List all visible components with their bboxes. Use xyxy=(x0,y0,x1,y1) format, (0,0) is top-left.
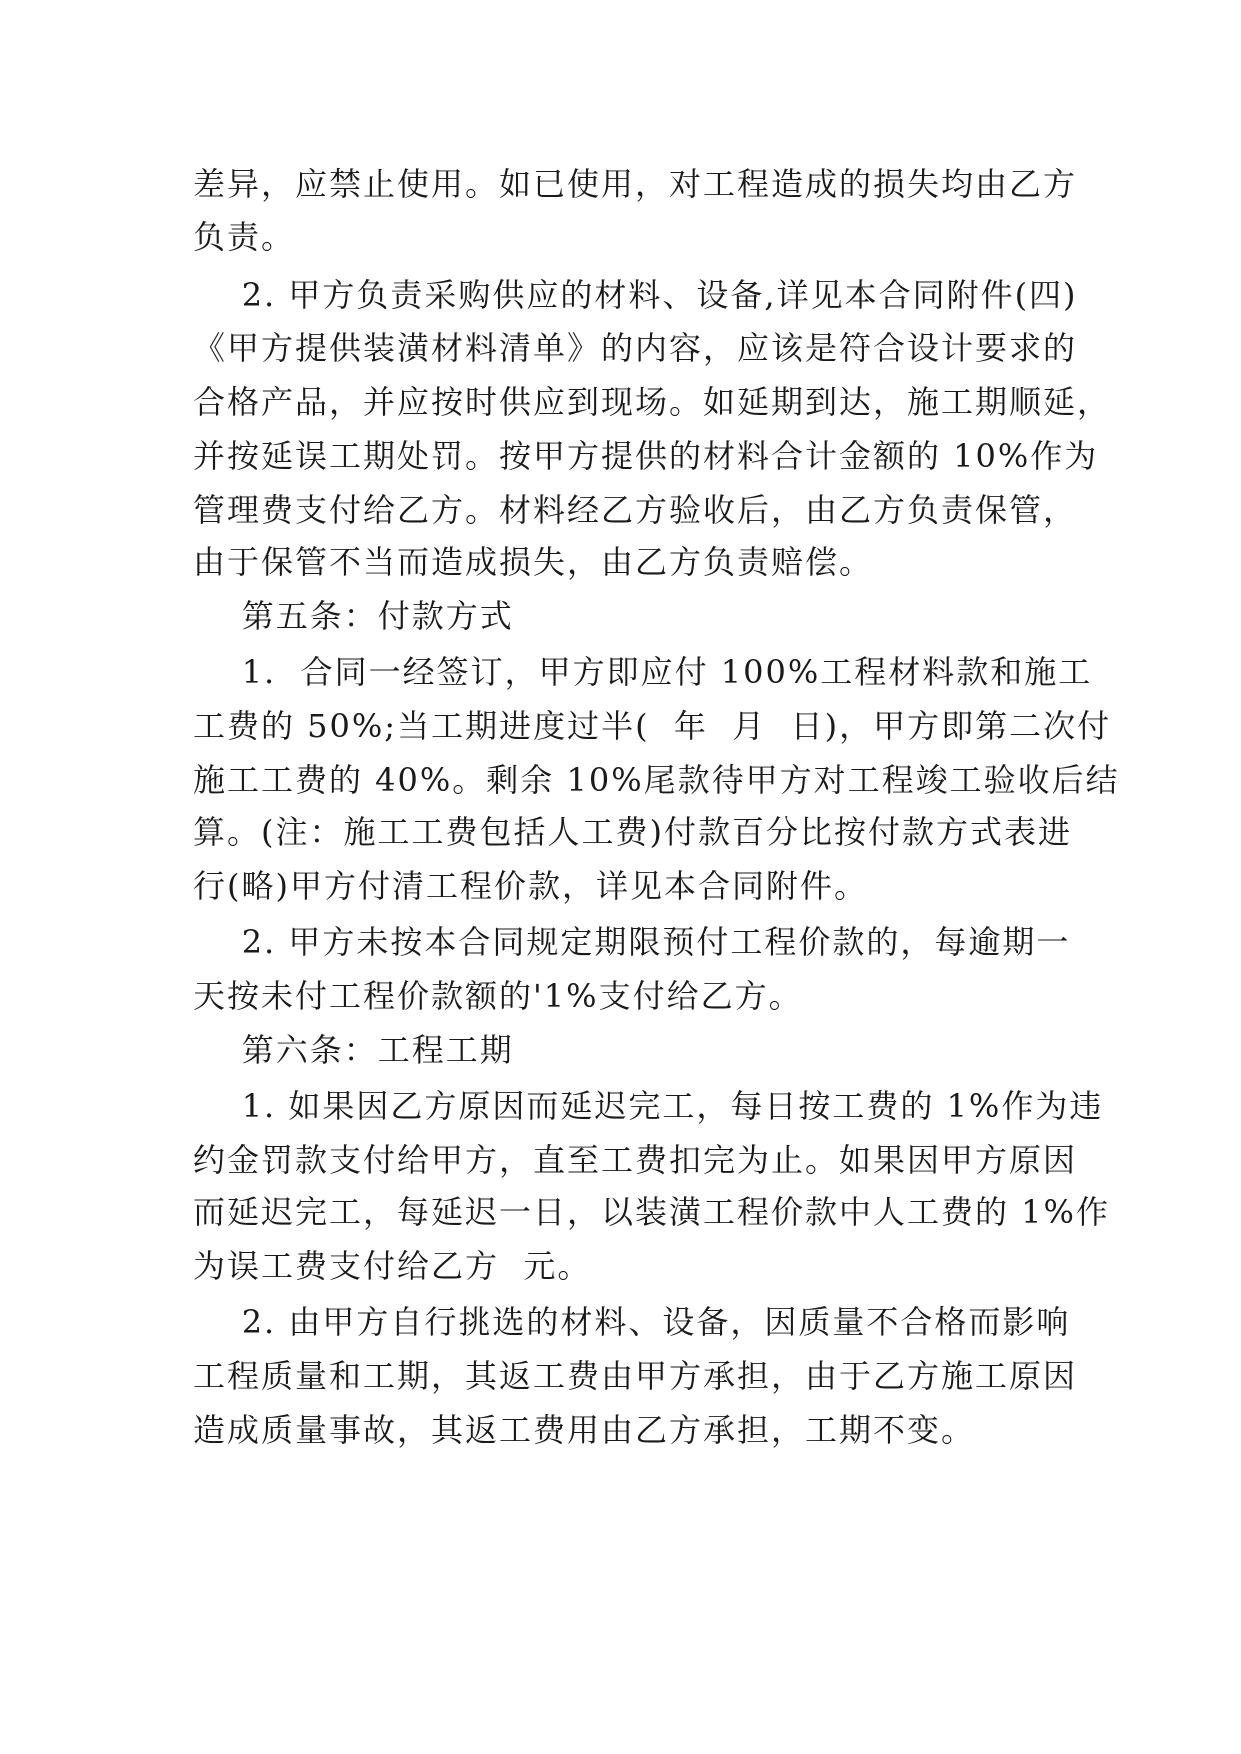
text-line: 工费的 50%;当工期进度过半( 年 月 日)，甲方即第二次付 xyxy=(193,707,1112,745)
text-line: 差异，应禁止使用。如已使用，对工程造成的损失均由乙方 xyxy=(193,165,1078,203)
text-line: 造成质量事故，其返工费用由乙方承担，工期不变。 xyxy=(193,1411,976,1449)
text-line: 《甲方提供装潢材料清单》的内容，应该是符合设计要求的 xyxy=(193,329,1078,367)
text-line: 工程质量和工期，其返工费由甲方承担，由于乙方施工原因 xyxy=(193,1357,1078,1395)
text-line: 管理费支付给乙方。材料经乙方验收后，由乙方负责保管， xyxy=(193,491,1078,529)
text-line: 天按未付工程价款额的'1%支付给乙方。 xyxy=(193,977,803,1015)
section-heading: 第六条：工程工期 xyxy=(193,1031,514,1069)
text-line: 2. 甲方未按本合同规定期限预付工程价款的，每逾期一 xyxy=(193,923,1071,961)
text-line: 并按延误工期处罚。按甲方提供的材料合计金额的 10%作为 xyxy=(193,437,1099,475)
text-line: 而延迟完工，每延迟一日，以装潢工程价款中人工费的 1%作 xyxy=(193,1193,1110,1231)
text-line: 1. 如果因乙方原因而延迟完工，每日按工费的 1%作为违 xyxy=(193,1087,1104,1125)
text-line: 负责。 xyxy=(193,218,296,256)
text-line: 施工工费的 40%。剩余 10%尾款待甲方对工程竣工验收后结 xyxy=(193,761,1120,799)
text-line: 由于保管不当而造成损失，由乙方负责赔偿。 xyxy=(193,543,874,581)
text-line: 算。(注：施工工费包括人工费)付款百分比按付款方式表进 xyxy=(193,813,1072,851)
text-line: 约金罚款支付给甲方，直至工费扣完为止。如果因甲方原因 xyxy=(193,1141,1078,1179)
text-line: 2. 由甲方自行挑选的材料、设备，因质量不合格而影响 xyxy=(193,1303,1071,1341)
text-line: 为误工费支付给乙方 元。 xyxy=(193,1247,592,1285)
section-heading: 第五条：付款方式 xyxy=(193,597,514,635)
text-line: 1. 合同一经签订，甲方即应付 100%工程材料款和施工 xyxy=(193,653,1093,691)
text-line: 2. 甲方负责采购供应的材料、设备,详见本合同附件(四) xyxy=(193,276,1078,314)
text-line: 行(略)甲方付清工程价款，详见本合同附件。 xyxy=(193,867,868,905)
text-line: 合格产品，并应按时供应到现场。如延期到达，施工期顺延， xyxy=(193,383,1112,421)
